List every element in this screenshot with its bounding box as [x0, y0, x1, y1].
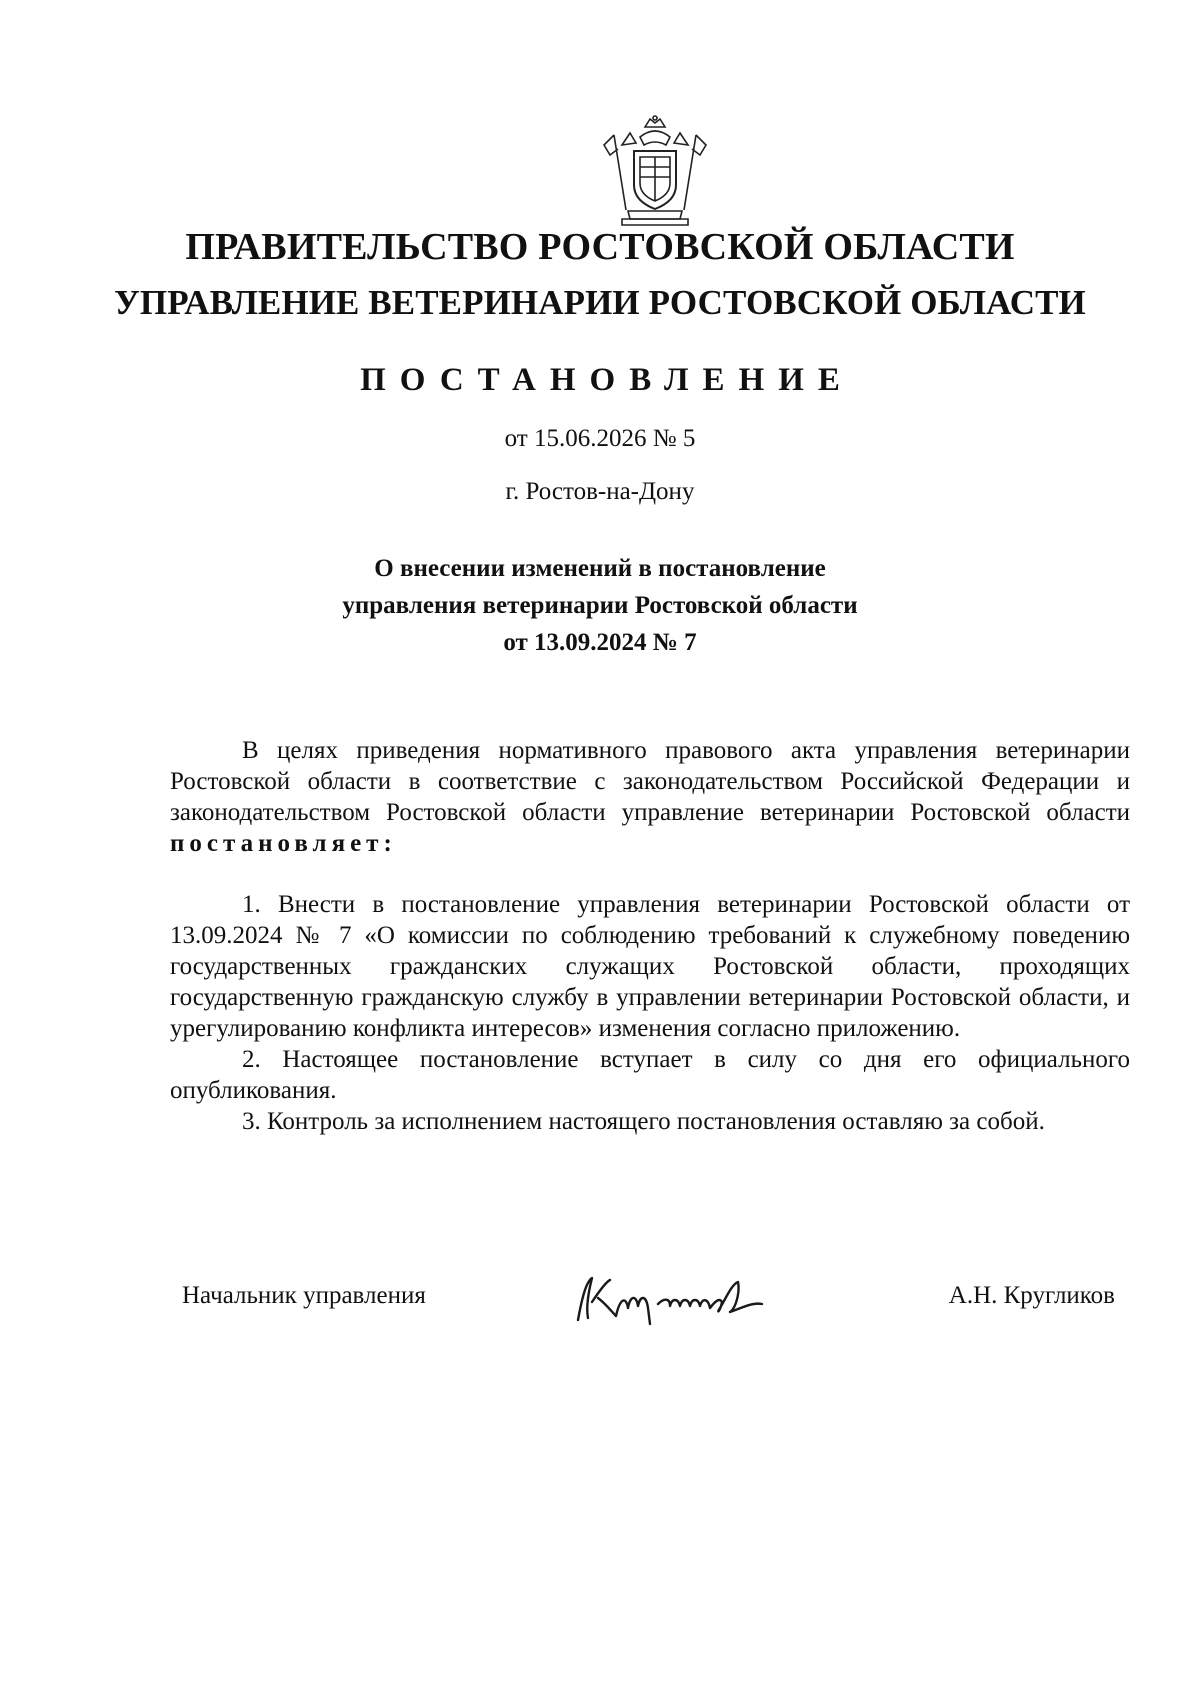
- preamble-text: В целях приведения нормативного правового акта управления ветеринарии Ростовской области в соответствие с законодательством Российской Федерации и законодательством Ростовской области управление ветеринарии Ростовской области: [170, 737, 1130, 826]
- preamble-paragraph: [170, 735, 1130, 859]
- resolution-item: 3. Контроль за исполнением настоящего постановления оставляю за собой.: [242, 1108, 1045, 1135]
- handwritten-signature-icon: [570, 1268, 770, 1332]
- signatory-title: Начальник управления: [182, 1282, 426, 1309]
- signatory-name: А.Н. Кругликов: [948, 1282, 1115, 1309]
- subject-line: управления ветеринарии Ростовской области: [342, 592, 858, 619]
- subject-line: от 13.09.2024 № 7: [503, 629, 697, 656]
- resolution-item: 1. Внести в постановление управления ветеринарии Ростовской области от 13.09.2024 № 7 «О комиссии по соблюдению требований к служебному поведению государственных гражданских служащих Ростовской области, проходящих государственную гражданскую службу в управлении ветеринарии Ростовской области, и урегулированию конфликта интересов» изменения согласно приложению.: [170, 891, 1130, 1042]
- document-subject: [0, 550, 1200, 661]
- resolution-item: 2. Настоящее постановление вступает в силу со дня его официального опубликования.: [170, 1046, 1130, 1104]
- document-city: г. Ростов-на-Дону: [505, 478, 695, 505]
- organization-title: ПРАВИТЕЛЬСТВО РОСТОВСКОЙ ОБЛАСТИ: [185, 226, 1015, 268]
- resolves-word: постановляет:: [170, 830, 397, 857]
- subject-line: О внесении изменений в постановление: [374, 555, 826, 582]
- department-title: УПРАВЛЕНИЕ ВЕТЕРИНАРИИ РОСТОВСКОЙ ОБЛАСТИ: [114, 283, 1086, 322]
- document-date-number: от 15.06.2026 № 5: [504, 425, 696, 452]
- document-type: ПОСТАНОВЛЕНИЕ: [360, 362, 854, 398]
- coat-of-arms-icon: [600, 115, 710, 227]
- document-body: [170, 735, 1130, 1137]
